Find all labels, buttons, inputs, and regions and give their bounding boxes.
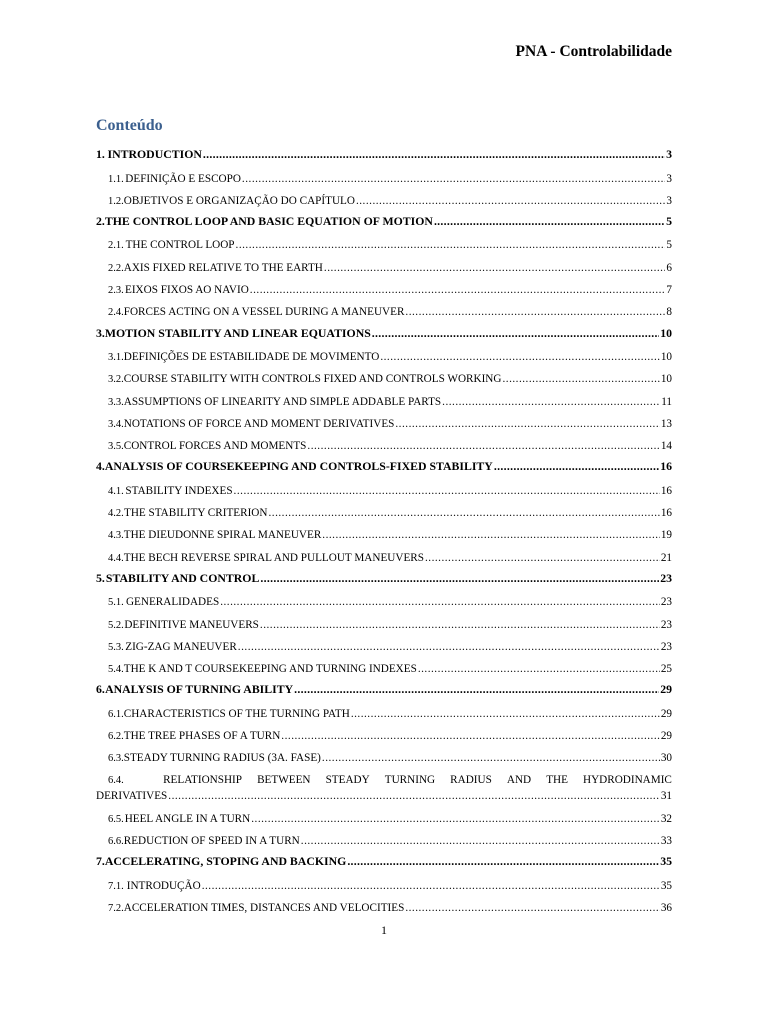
toc-section-entry[interactable] [96,229,672,251]
toc-entry-title: THE TREE PHASES OF A TURN [123,730,281,743]
toc-section-entry[interactable] [96,697,672,719]
toc-entry-number: 3.2. [108,374,124,386]
toc-entry-page: 11 [661,395,672,408]
toc-entry-number: 6.6. [108,835,124,847]
toc-entry-title: GENERALIDADES [125,596,220,609]
toc-entry-title-continued: DERIVATIVES [96,790,168,803]
toc-section-entry[interactable] [96,541,672,563]
toc-entry-number: 5.3. [108,641,124,653]
toc-entry-page: 23 [660,640,672,653]
toc-section-entry[interactable] [96,474,672,496]
toc-leader-dots [307,440,659,452]
toc-section-entry[interactable] [96,802,672,824]
toc-entry-page: 16 [660,507,672,520]
toc-entry-page: 16 [660,484,672,497]
toc-entry-page: 14 [660,440,672,453]
toc-leader-dots [260,619,660,631]
toc-entry-number: 2. [96,214,105,229]
toc-entry-page: 5 [666,214,672,229]
toc-entry-number: 7.2. [108,902,124,914]
toc-entry-page: 29 [660,682,672,697]
toc-entry-title: ASSUMPTIONS OF LINEARITY AND SIMPLE ADDABLE PARTS [123,395,442,408]
toc-leader-dots [347,854,659,869]
toc-entry-number: 4.1. [108,485,124,497]
toc-entry-title-word: AND [506,774,532,787]
toc-entry-title: CONTROL FORCES AND MOMENTS [123,440,307,453]
toc-entry-page: 23 [660,618,672,631]
toc-section-entry[interactable] [96,869,672,891]
page-header: PNA - Controlabilidade [515,43,672,60]
toc-entry-number: 5. [96,570,105,585]
toc-entry-number: 3. [96,325,105,340]
toc-entry-page: 10 [660,325,672,340]
toc-section-entry[interactable] [96,720,672,742]
toc-entry-wrapped[interactable] [96,770,672,802]
toc-leader-dots [260,571,659,586]
toc-entry-number: 6. [96,682,105,697]
toc-leader-dots [380,351,659,363]
toc-entry-title: ZIG-ZAG MANEUVER [125,640,237,653]
toc-entry-page: 33 [660,834,672,847]
toc-leader-dots [356,195,665,207]
toc-entry-page: 3 [666,172,672,185]
toc-leader-dots [322,752,660,764]
toc-entry-number: 4.4. [108,552,124,564]
toc-section-entry[interactable] [96,608,672,630]
toc-entry-page: 19 [660,529,672,542]
toc-entry-number: 4.2. [108,508,124,520]
toc-entry-title-word: THE [546,774,568,787]
toc-entry-page: 30 [660,752,672,765]
toc-leader-dots [294,682,659,697]
toc-entry-number: 5.4. [108,664,124,676]
toc-section-entry[interactable] [96,296,672,318]
toc-entry-page: 32 [660,812,672,825]
table-of-contents [96,140,672,914]
toc-entry-title: ACCELERATING, STOPING AND BACKING [104,854,347,869]
toc-entry-line1 [96,770,672,786]
toc-leader-dots [372,326,659,341]
toc-entry-page: 36 [660,901,672,914]
toc-entry-page: 10 [660,350,672,363]
toc-leader-dots [203,147,665,162]
toc-leader-dots [268,507,659,519]
toc-entry-number: 6.5. [108,813,124,825]
toc-entry-line2 [96,786,672,802]
toc-title: Conteúdo [96,117,163,134]
toc-entry-page: 3 [666,147,672,162]
toc-leader-dots [351,708,660,720]
toc-section-entry[interactable] [96,497,672,519]
toc-entry-number: 5.2. [108,619,124,631]
toc-entry-page: 35 [660,854,672,869]
toc-leader-dots [242,173,665,185]
toc-section-entry[interactable] [96,653,672,675]
toc-entry-title: EIXOS FIXOS AO NAVIO [124,284,249,297]
toc-section-entry[interactable] [96,274,672,296]
toc-entry-number: 3.4. [108,418,124,430]
toc-leader-dots [251,813,660,825]
toc-entry-number: 3.1. [108,351,124,363]
toc-leader-dots [442,396,660,408]
toc-entry-number: 5.1. [108,597,124,609]
toc-leader-dots [494,459,659,474]
toc-entry-title: CHARACTERISTICS OF THE TURNING PATH [123,707,350,720]
toc-leader-dots [425,552,660,564]
toc-entry-page: 13 [660,417,672,430]
toc-entry-title: AXIS FIXED RELATIVE TO THE EARTH [123,261,323,274]
toc-entry-number: 2.2. [108,262,124,274]
toc-entry-title: ACCELERATION TIMES, DISTANCES AND VELOCITIES [123,901,405,914]
toc-section-entry[interactable] [96,341,672,363]
toc-section-entry[interactable] [96,742,672,764]
toc-leader-dots [168,790,660,802]
toc-chapter-entry[interactable] [96,452,672,474]
toc-chapter-entry[interactable] [96,318,672,340]
toc-entry-number: 2.1. [108,240,124,252]
toc-leader-dots [238,641,660,653]
toc-leader-dots [202,880,660,892]
toc-entry-page: 7 [666,284,672,297]
toc-entry-number: 2.4. [108,307,124,319]
toc-entry-title: THE BECH REVERSE SPIRAL AND PULLOUT MANEUVERS [123,551,424,564]
toc-entry-title: INTRODUÇÃO [126,879,201,892]
toc-entry-title: STABILITY INDEXES [125,484,233,497]
toc-entry-title: ANALYSIS OF TURNING ABILITY [105,682,294,697]
toc-chapter-entry[interactable] [96,564,672,586]
toc-section-entry[interactable] [96,631,672,653]
toc-entry-number: 1.1. [108,173,124,185]
toc-entry-page: 23 [660,596,672,609]
toc-entry-page: 23 [660,570,672,585]
toc-entry-number: 6.3. [108,753,124,765]
toc-section-entry[interactable] [96,185,672,207]
toc-section-entry[interactable] [96,430,672,452]
toc-entry-page: 10 [660,373,672,386]
toc-entry-title: DEFINIÇÕES DE ESTABILIDADE DE MOVIMENTO [123,350,380,363]
toc-leader-dots [301,835,660,847]
toc-entry-page: 16 [660,459,672,474]
toc-entry-page: 29 [660,730,672,743]
toc-leader-dots [405,306,665,318]
toc-entry-number: 4. [96,459,105,474]
toc-section-entry[interactable] [96,586,672,608]
toc-entry-title: DEFINITIVE MANEUVERS [124,618,259,631]
toc-entry-page: 5 [666,239,672,252]
toc-entry-title-word: BETWEEN [257,774,311,787]
toc-leader-dots [220,596,660,608]
toc-leader-dots [324,262,666,274]
toc-leader-dots [236,239,666,251]
toc-section-entry[interactable] [96,892,672,914]
toc-entry-page: 29 [660,707,672,720]
toc-entry-page: 6 [666,261,672,274]
toc-entry-title-word: RADIUS [450,774,492,787]
toc-entry-number: 7. [96,854,105,869]
toc-entry-title: FORCES ACTING ON A VESSEL DURING A MANEUVER [123,306,405,319]
toc-leader-dots [434,214,665,229]
toc-chapter-entry[interactable] [96,847,672,869]
toc-entry-title: REDUCTION OF SPEED IN A TURN [123,834,300,847]
toc-leader-dots [405,902,660,914]
toc-section-entry[interactable] [96,251,672,273]
toc-entry-page: 3 [666,194,672,207]
toc-entry-title: THE DIEUDONNE SPIRAL MANEUVER [123,529,322,542]
toc-section-entry[interactable] [96,825,672,847]
toc-entry-number: 3.3. [108,396,124,408]
toc-leader-dots [418,663,660,675]
toc-entry-page: 35 [660,879,672,892]
toc-leader-dots [250,284,666,296]
toc-section-entry[interactable] [96,363,672,385]
toc-leader-dots [234,485,660,497]
toc-entry-title: THE CONTROL LOOP AND BASIC EQUATION OF MOTION [104,214,433,229]
toc-chapter-entry[interactable] [96,140,672,162]
toc-entry-title: THE STABILITY CRITERION [123,507,268,520]
toc-entry-title-word: RELATIONSHIP [163,774,242,787]
toc-entry-page: 8 [666,306,672,319]
toc-section-entry[interactable] [96,162,672,184]
toc-entry-title: THE K AND T COURSEKEEPING AND TURNING INDEXES [123,663,417,676]
toc-entry-title: OBJETIVOS E ORGANIZAÇÃO DO CAPÍTULO [123,194,355,207]
toc-entry-number: 7.1. [108,880,124,892]
toc-entry-title: MOTION STABILITY AND LINEAR EQUATIONS [104,325,371,340]
toc-entry-title-word: STEADY [325,774,370,787]
page-number: 1 [381,923,387,937]
toc-entry-title: DEFINIÇÃO E ESCOPO [125,172,241,185]
toc-chapter-entry[interactable] [96,207,672,229]
toc-entry-title: ANALYSIS OF COURSEKEEPING AND CONTROLS-FIXED STABILITY [104,459,493,474]
toc-leader-dots [502,373,659,385]
toc-section-entry[interactable] [96,519,672,541]
toc-entry-title: HEEL ANGLE IN A TURN [124,812,251,825]
toc-entry-title: NOTATIONS OF FORCE AND MOMENT DERIVATIVES [123,417,395,430]
toc-entry-title: STABILITY AND CONTROL [105,570,260,585]
toc-leader-dots [322,529,660,541]
toc-entry-title: THE CONTROL LOOP [125,239,235,252]
toc-entry-page: 25 [660,663,672,676]
toc-entry-title: STEADY TURNING RADIUS (3A. FASE) [123,752,321,765]
toc-entry-number: 1. [96,147,105,162]
toc-entry-number: 6.4. [108,775,124,787]
toc-entry-page: 31 [660,790,672,803]
toc-entry-number: 4.3. [108,530,124,542]
toc-entry-title-word: TURNING [384,774,436,787]
toc-leader-dots [281,730,660,742]
toc-entry-number: 2.3. [108,285,124,297]
toc-entry-number: 3.5. [108,441,124,453]
toc-entry-page: 21 [660,551,672,564]
toc-entry-number: 6.1. [108,708,124,720]
toc-entry-title-word: HYDRODINAMIC [583,774,672,787]
toc-section-entry[interactable] [96,408,672,430]
toc-entry-title: COURSE STABILITY WITH CONTROLS FIXED AND CONTROLS WORKING [123,373,502,386]
toc-entry-title: INTRODUCTION [107,147,202,162]
toc-leader-dots [395,418,659,430]
toc-section-entry[interactable] [96,385,672,407]
toc-entry-number: 1.2. [108,195,124,207]
toc-entry-number: 6.2. [108,731,124,743]
toc-chapter-entry[interactable] [96,675,672,697]
